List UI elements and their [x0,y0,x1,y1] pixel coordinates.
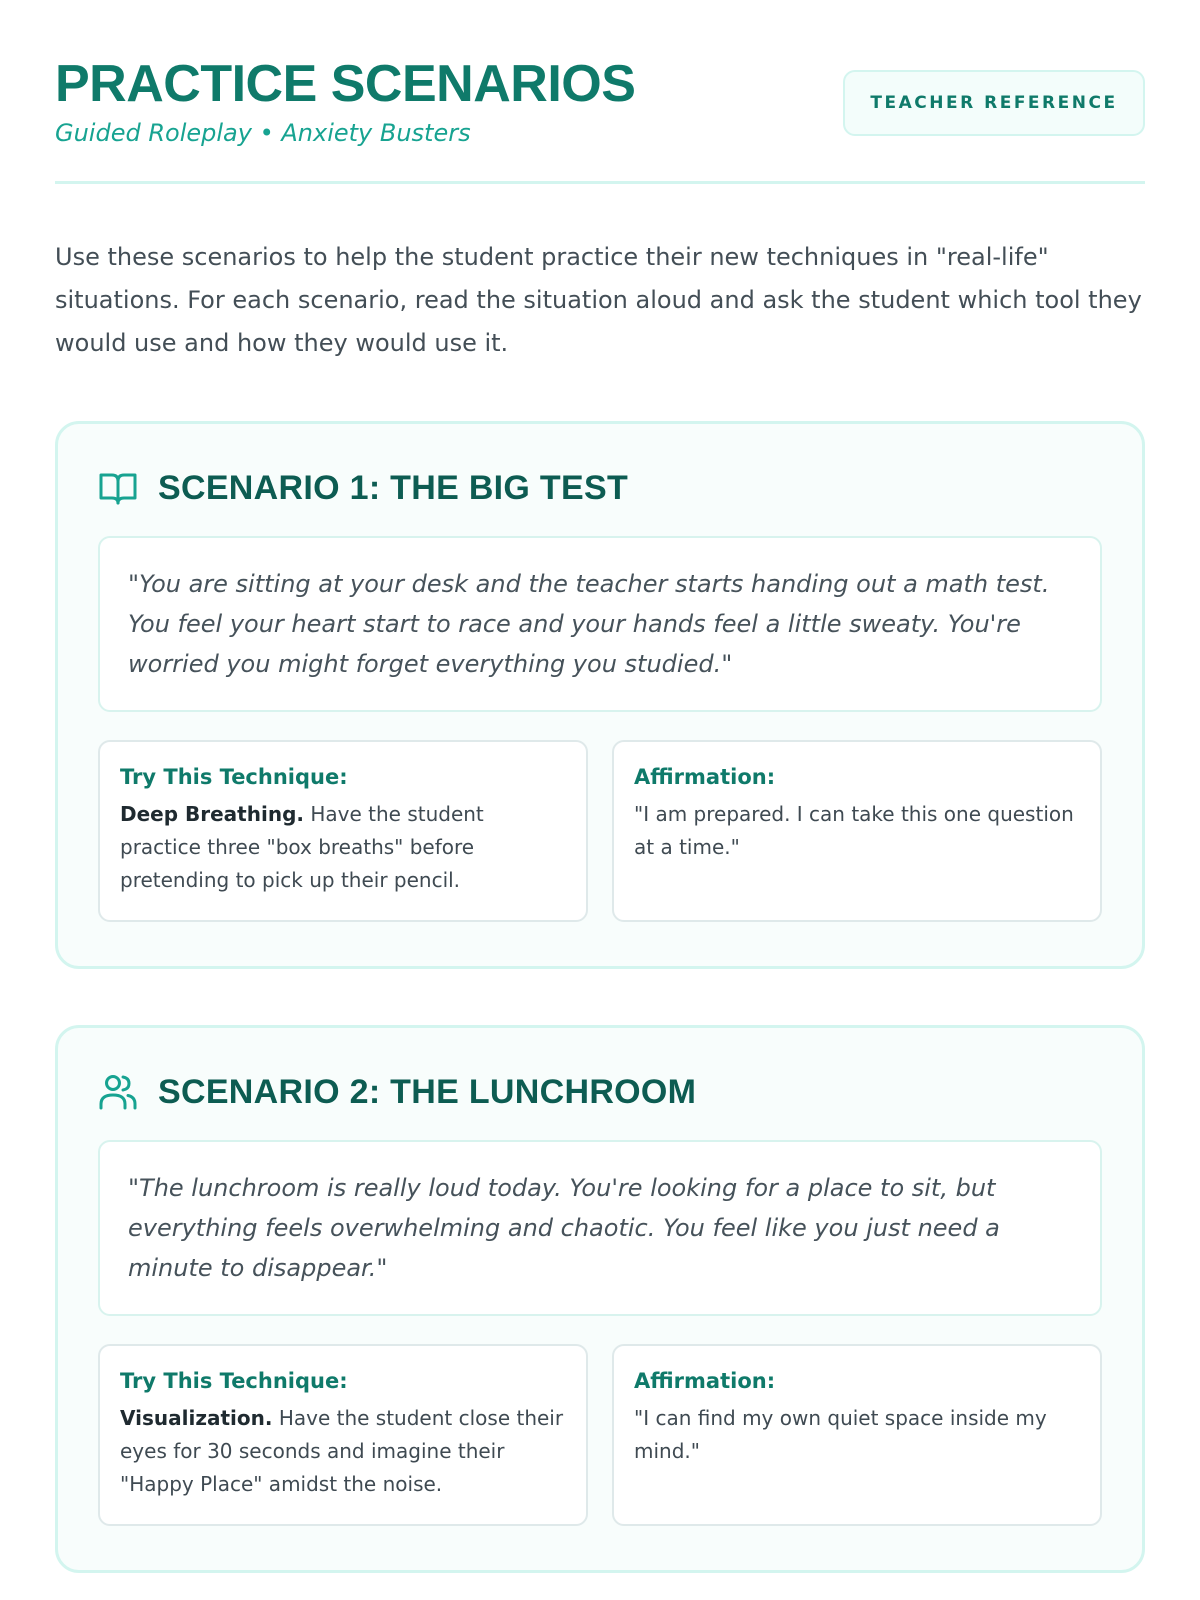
technique-name: Deep Breathing. [120,802,304,826]
scenario-header [98,1068,1102,1116]
technique-label: Try This Technique: [120,765,348,789]
scenario-quote: "You are sitting at your desk and the teacher starts handing out a math test. You feel your heart start to race and your hands feel a little sweaty. You're worried you might forget everything you studied." [98,536,1102,712]
technique-text: Have the student close their eyes for 30 seconds and imagine their "Happy Place" amidst the noise. [120,1406,564,1496]
technique-label: Try This Technique: [120,1369,348,1393]
page-header [55,56,1145,184]
scenario-card-2 [55,1025,1145,1573]
technique-box [98,1344,588,1526]
scenario-tips [98,1344,1102,1526]
users-icon [98,1072,138,1112]
scenario-tips [98,740,1102,922]
scenario-header [98,464,1102,512]
affirmation-label: Affirmation: [634,765,776,789]
technique-description [120,1402,566,1501]
book-open-icon [98,468,138,508]
page-title: PRACTICE SCENARIOS [55,55,636,113]
scenario-card-1 [55,421,1145,969]
scenario-quote: "The lunchroom is really loud today. You're looking for a place to sit, but everything feels overwhelming and chaotic. You feel like you just need a minute to disappear." [98,1140,1102,1316]
affirmation-label: Affirmation: [634,1369,776,1393]
affirmation-text: "I am prepared. I can take this one question at a time." [634,802,1074,859]
technique-name: Visualization. [120,1406,273,1430]
affirmation-box [612,740,1102,922]
title-block [55,56,635,148]
affirmation-text: "I can find my own quiet space inside my mind." [634,1406,1047,1463]
technique-text: Have the student practice three "box breaths" before pretending to pick up their pencil. [120,802,484,892]
scenario-title: SCENARIO 1: THE BIG TEST [158,468,629,507]
technique-description [120,798,566,897]
technique-box [98,740,588,922]
scenario-title: SCENARIO 2: THE LUNCHROOM [158,1072,697,1111]
intro-paragraph: Use these scenarios to help the student practice their new techniques in "real-life" situations. For each scenario, read the situation aloud and ask the student which tool they would use and how they would use it. [55,243,1142,357]
teacher-reference-badge: TEACHER REFERENCE [843,70,1145,136]
affirmation-box [612,1344,1102,1526]
page-subtitle: Guided Roleplay • Anxiety Busters [55,119,471,147]
